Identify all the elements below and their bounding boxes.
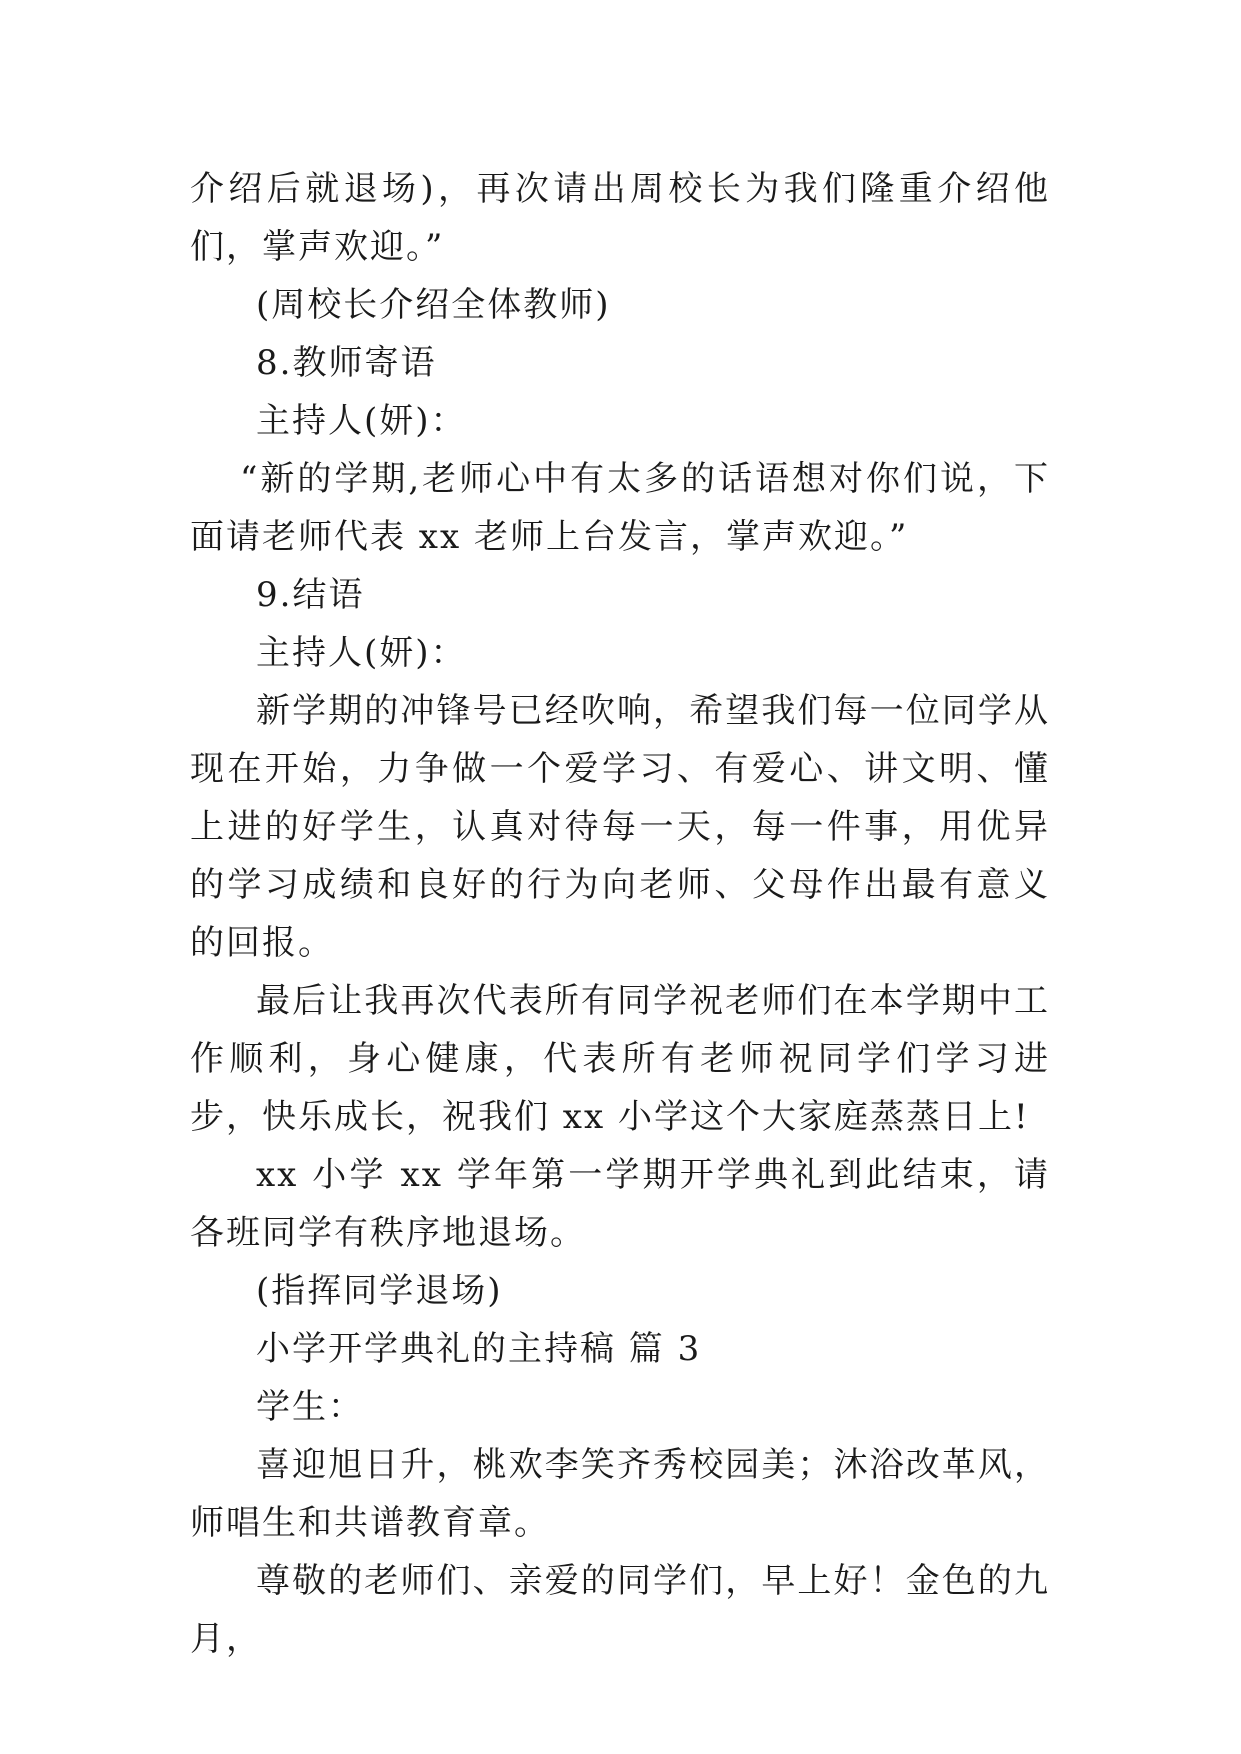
speaker-label: 主持人(妍)：	[256, 401, 467, 441]
stage-direction-exit: (指挥同学退场)	[256, 1271, 503, 1311]
paragraph-ceremony-end: xx 小学 xx 学年第一学期开学典礼到此结束，请各班同学有秩序地退场。	[190, 1155, 1050, 1253]
paragraph-continuation: 介绍后就退场)，再次请出周校长为我们隆重介绍他们，掌声欢迎。”	[190, 169, 1050, 267]
paragraph-new-semester: 新学期的冲锋号已经吹响，希望我们每一位同学从现在开始，力争做一个爱学习、有爱心、讲文明、懂上进的好学生，认真对待每一天，每一件事，用优异的学习成绩和良好的行为向老师、父母作出最有意义的回报。	[190, 691, 1050, 963]
paragraph-couplet: 喜迎旭日升，桃欢李笑齐秀校园美；沐浴改革风，师唱生和共谱教育章。	[190, 1445, 1050, 1543]
stage-direction-principal-intro: (周校长介绍全体教师)	[256, 285, 611, 325]
section-heading-closing: 9.结语	[256, 575, 365, 615]
speaker-label: 主持人(妍)：	[256, 633, 467, 673]
speaker-label-student: 学生：	[256, 1387, 364, 1427]
document-body	[190, 160, 1050, 1668]
paragraph-teacher-speech-intro: “新的学期,老师心中有太多的话语想对你们说，下面请老师代表 xx 老师上台发言，掌声欢迎。”	[190, 459, 1050, 557]
paragraph-best-wishes: 最后让我再次代表所有同学祝老师们在本学期中工作顺利，身心健康，代表所有老师祝同学们学习进步，快乐成长，祝我们 xx 小学这个大家庭蒸蒸日上!	[190, 981, 1050, 1137]
paragraph-greeting: 尊敬的老师们、亲爱的同学们，早上好！金色的九月，	[190, 1561, 1050, 1659]
section-title-part-3: 小学开学典礼的主持稿 篇 3	[256, 1329, 702, 1369]
section-heading-teacher-message: 8.教师寄语	[256, 343, 437, 383]
